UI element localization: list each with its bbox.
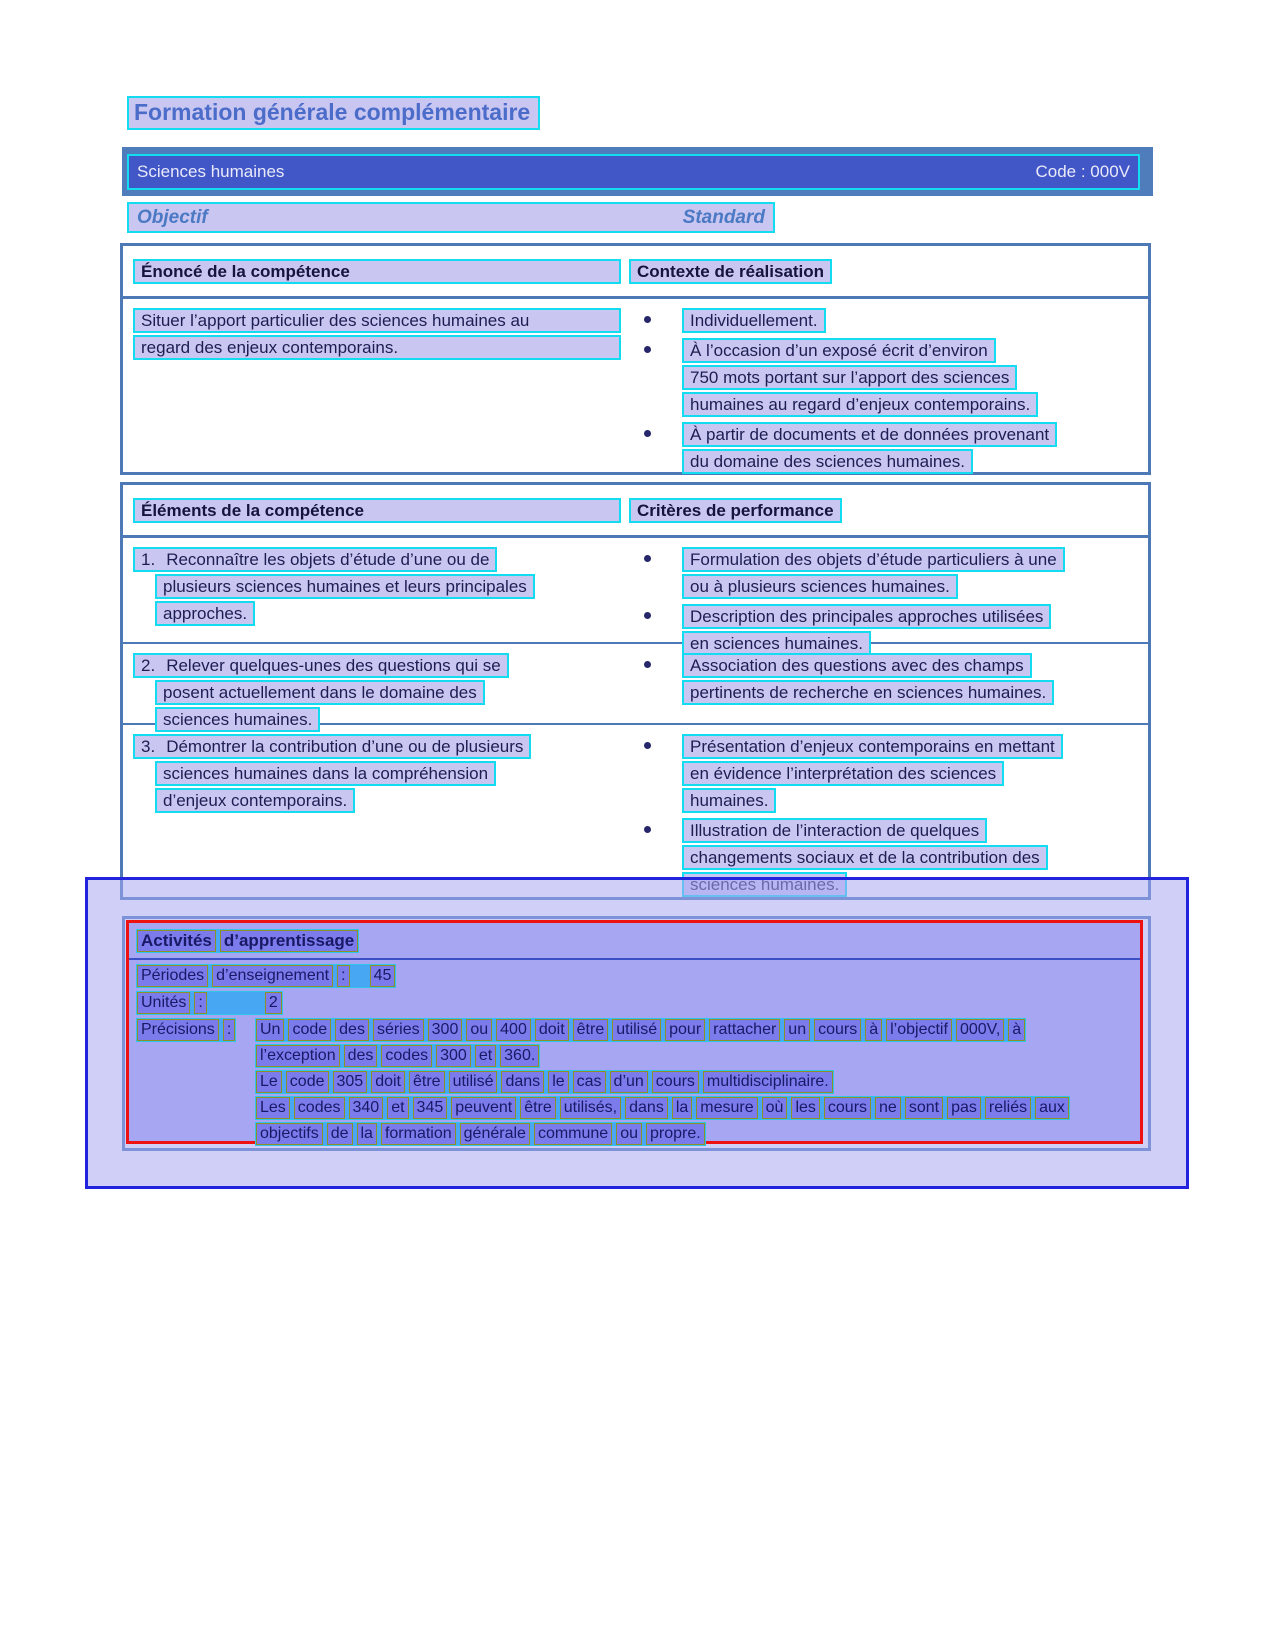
ocr-word-box[interactable]: 000V,	[956, 1019, 1004, 1041]
ocr-word-box[interactable]: d’enseignement	[212, 965, 333, 987]
ocr-line-box[interactable]: en sciences humaines.	[682, 631, 871, 656]
ocr-word-box[interactable]: ou	[466, 1019, 492, 1041]
ocr-line-box[interactable]: 3. Démontrer la contribution d’une ou de plusieurs	[133, 734, 531, 759]
elements-row-2	[123, 642, 1148, 729]
ocr-line-box[interactable]: Situer l’apport particulier des sciences humaines au	[133, 308, 621, 333]
ocr-word-box[interactable]: code	[286, 1071, 329, 1093]
list-item	[629, 604, 1138, 658]
realisation-context-cell	[629, 308, 1138, 479]
ocr-word-box[interactable]: cours	[824, 1097, 871, 1119]
ocr-word-box[interactable]: à	[865, 1019, 882, 1041]
ocr-line-box[interactable]: Contexte de réalisation	[629, 259, 832, 284]
ocr-word-box[interactable]: code	[288, 1019, 331, 1041]
ocr-word-box[interactable]: 300	[428, 1019, 463, 1041]
ocr-word-line[interactable]	[255, 1096, 1070, 1120]
element-cell	[133, 653, 621, 734]
ocr-line-box[interactable]: 2. Relever quelques-unes des questions qui se	[133, 653, 509, 678]
ocr-line-box[interactable]: Présentation d’enjeux contemporains en mettant	[682, 734, 1063, 759]
precisions-text	[255, 1018, 1140, 1148]
ocr-line-box[interactable]: ou à plusieurs sciences humaines.	[682, 574, 958, 599]
bullet-icon	[644, 826, 651, 833]
activities-title-line[interactable]	[136, 929, 359, 953]
ocr-line-box[interactable]: d’enjeux contemporains.	[155, 788, 355, 813]
ocr-word-box[interactable]: être	[409, 1071, 445, 1093]
row-divider	[129, 958, 1140, 960]
objectif-label: Objectif	[137, 206, 208, 228]
elements-row-1	[123, 538, 1148, 653]
ocr-line-box[interactable]: Individuellement.	[682, 308, 826, 333]
ocr-line-box[interactable]: 1. Reconnaître les objets d’étude d’une ou de	[133, 547, 497, 572]
ocr-word-box[interactable]: :	[223, 1019, 235, 1041]
ocr-line-box[interactable]: humaines au regard d’enjeux contemporains.	[682, 392, 1038, 417]
element-cell	[133, 734, 621, 815]
ocr-word-box[interactable]: aux	[1035, 1097, 1069, 1119]
ocr-word-box[interactable]: séries	[373, 1019, 424, 1041]
ocr-word-box[interactable]: 360.	[500, 1045, 539, 1067]
ocr-word-box[interactable]: 305	[333, 1071, 368, 1093]
banner-annotation-box[interactable]	[127, 154, 1140, 190]
ocr-word-box[interactable]: ou	[616, 1123, 642, 1145]
table-region-annotation-box[interactable]	[126, 920, 1143, 1144]
elements-table	[120, 482, 1151, 900]
ocr-word-line[interactable]	[136, 964, 396, 988]
ocr-word-box[interactable]: Périodes	[137, 965, 208, 987]
ocr-word-box[interactable]: des	[335, 1019, 369, 1041]
ocr-word-box[interactable]: objectifs	[256, 1123, 323, 1145]
ocr-word-box[interactable]: utilisé	[449, 1071, 498, 1093]
ocr-line-box[interactable]: sciences humaines dans la compréhension	[155, 761, 496, 786]
ocr-word-line[interactable]	[136, 991, 283, 1015]
ocr-word-box[interactable]: commune	[534, 1123, 612, 1145]
ocr-word-box[interactable]: cours	[652, 1071, 699, 1093]
unites-row	[136, 991, 1140, 1015]
ocr-word-box[interactable]: des	[344, 1045, 378, 1067]
subject-banner	[122, 147, 1153, 196]
ocr-line-box[interactable]: Éléments de la compétence	[133, 498, 621, 523]
ocr-word-box[interactable]: codes	[381, 1045, 432, 1067]
ocr-word-box[interactable]: et	[387, 1097, 408, 1119]
ocr-word-box[interactable]: 340	[349, 1097, 384, 1119]
ocr-word-box[interactable]: Unités	[137, 992, 190, 1014]
ocr-word-box[interactable]: d’apprentissage	[220, 930, 358, 952]
bullet-icon	[644, 612, 651, 619]
ocr-word-box[interactable]: être	[520, 1097, 556, 1119]
ocr-line-box[interactable]: Description des principales approches utilisées	[682, 604, 1051, 629]
list-item	[629, 734, 1138, 815]
ocr-word-box[interactable]: utilisés,	[560, 1097, 621, 1119]
periodes-label	[137, 965, 333, 987]
ocr-line-box[interactable]: humaines.	[682, 788, 776, 813]
standard-label: Standard	[682, 206, 765, 228]
criteria-cell	[629, 653, 1138, 710]
ocr-word-box[interactable]: 345	[413, 1097, 448, 1119]
ocr-word-box[interactable]: doit	[535, 1019, 569, 1041]
ocr-word-box[interactable]: :	[337, 965, 349, 987]
ocr-line-box[interactable]: posent actuellement dans le domaine des	[155, 680, 485, 705]
ocr-word-box[interactable]: générale	[460, 1123, 530, 1145]
ocr-word-box[interactable]: formation	[381, 1123, 456, 1145]
ocr-word-box[interactable]: où	[762, 1097, 788, 1119]
page-title-annotation-box[interactable]	[127, 96, 540, 130]
banner-subject: Sciences humaines	[137, 162, 285, 181]
item-number: 3.	[141, 737, 156, 756]
periodes-row	[136, 964, 1140, 988]
ocr-word-box[interactable]: doit	[371, 1071, 405, 1093]
item-number: 2.	[141, 656, 156, 675]
ocr-word-box[interactable]: 300	[436, 1045, 471, 1067]
ocr-word-box[interactable]: dans	[501, 1071, 544, 1093]
spacing-box	[211, 992, 261, 1014]
ocr-word-box[interactable]: dans	[625, 1097, 668, 1119]
ocr-word-box[interactable]: les	[791, 1097, 819, 1119]
ocr-word-box[interactable]: :	[194, 992, 206, 1014]
list-item	[629, 653, 1138, 707]
ocr-word-box[interactable]: le	[548, 1071, 568, 1093]
elements-row-3	[123, 723, 1148, 902]
ocr-line-box[interactable]: du domaine des sciences humaines.	[682, 449, 973, 474]
ocr-word-box[interactable]: 400	[496, 1019, 531, 1041]
ocr-word-box[interactable]: la	[357, 1123, 377, 1145]
ocr-word-box[interactable]: cours	[814, 1019, 861, 1041]
ocr-word-box[interactable]: cas	[573, 1071, 606, 1093]
ocr-word-box[interactable]: être	[573, 1019, 609, 1041]
ocr-line-box[interactable]: À partir de documents et de données provenant	[682, 422, 1057, 447]
item-number: 1.	[141, 550, 156, 569]
bullet-icon	[644, 742, 651, 749]
ocr-word-box[interactable]: mesure	[696, 1097, 757, 1119]
ocr-line-box[interactable]: regard des enjeux contemporains.	[133, 335, 621, 360]
competence-statement-cell	[133, 308, 621, 362]
page-title: Formation générale complémentaire	[134, 99, 531, 125]
ocr-word-box[interactable]: Le	[256, 1071, 282, 1093]
ocr-word-box[interactable]: et	[475, 1045, 496, 1067]
ocr-line-box[interactable]: en évidence l’interprétation des sciences	[682, 761, 1004, 786]
ocr-line-box[interactable]: Association des questions avec des champs	[682, 653, 1032, 678]
ocr-word-line[interactable]	[255, 1122, 706, 1146]
spacing-box	[354, 965, 366, 987]
ocr-line-box[interactable]: pertinents de recherche en sciences humaines.	[682, 680, 1054, 705]
list-item	[629, 308, 1138, 335]
list-item	[629, 547, 1138, 601]
competence-table-header	[123, 246, 1148, 299]
list-item	[629, 422, 1138, 476]
ocr-word-box[interactable]: reliés	[985, 1097, 1031, 1119]
ocr-line-box[interactable]: approches.	[155, 601, 255, 626]
ocr-word-box[interactable]: ne	[875, 1097, 901, 1119]
ocr-word-box[interactable]: pas	[947, 1097, 981, 1119]
ocr-line-box[interactable]: changements sociaux et de la contribution des	[682, 845, 1048, 870]
bullet-icon	[644, 316, 651, 323]
ocr-word-box[interactable]: Les	[256, 1097, 290, 1119]
precisions-row	[136, 1018, 1140, 1148]
ocr-word-box[interactable]: d’un	[610, 1071, 648, 1093]
banner-code: Code : 000V	[1035, 162, 1130, 181]
ocr-word-box[interactable]: Activités	[137, 930, 216, 952]
ocr-word-line[interactable]	[255, 1044, 540, 1068]
ocr-line-box[interactable]: plusieurs sciences humaines et leurs principales	[155, 574, 535, 599]
ocr-word-box[interactable]: l’exception	[256, 1045, 340, 1067]
ocr-line-box[interactable]: À l’occasion d’un exposé écrit d’environ	[682, 338, 996, 363]
ocr-line-box[interactable]: Formulation des objets d’étude particuliers à une	[682, 547, 1065, 572]
ocr-word-box[interactable]: multidisciplinaire.	[703, 1071, 833, 1093]
bullet-icon	[644, 430, 651, 437]
ocr-word-box[interactable]: la	[672, 1097, 692, 1119]
ocr-word-box[interactable]: à	[1008, 1019, 1025, 1041]
ocr-word-box[interactable]: un	[784, 1019, 810, 1041]
ocr-word-line[interactable]	[255, 1070, 834, 1094]
ocr-line-box[interactable]: Illustration de l’interaction de quelques	[682, 818, 987, 843]
ocr-word-box[interactable]: utilisé	[612, 1019, 661, 1041]
ocr-line-box[interactable]: 750 mots portant sur l’apport des sciences	[682, 365, 1017, 390]
ocr-word-box[interactable]: Précisions	[137, 1019, 219, 1041]
ocr-word-box[interactable]: l’objectif	[886, 1019, 952, 1041]
bullet-icon	[644, 346, 651, 353]
bullet-icon	[644, 555, 651, 562]
ocr-word-box[interactable]: 45	[370, 965, 396, 987]
criteria-cell	[629, 547, 1138, 661]
list-item	[629, 338, 1138, 419]
ocr-word-box[interactable]: propre.	[646, 1123, 705, 1145]
ocr-word-box[interactable]: Un	[256, 1019, 284, 1041]
competence-table	[120, 243, 1151, 475]
ocr-word-box[interactable]: pour	[665, 1019, 705, 1041]
ocr-word-line[interactable]	[255, 1018, 1026, 1042]
objectif-standard-annotation-box[interactable]	[127, 202, 775, 233]
elements-table-header	[123, 485, 1148, 538]
ocr-word-box[interactable]: rattacher	[709, 1019, 780, 1041]
ocr-word-box[interactable]: de	[327, 1123, 353, 1145]
ocr-word-line[interactable]	[136, 1018, 236, 1042]
ocr-line-box[interactable]: Énoncé de la compétence	[133, 259, 621, 284]
bullet-icon	[644, 661, 651, 668]
ocr-word-box[interactable]: sont	[905, 1097, 943, 1119]
ocr-line-box[interactable]: sciences humaines.	[155, 707, 320, 732]
ocr-word-box[interactable]: codes	[294, 1097, 345, 1119]
competence-table-body	[123, 299, 1148, 479]
ocr-word-box[interactable]: peuvent	[451, 1097, 516, 1119]
ocr-word-box[interactable]: 2	[265, 992, 282, 1014]
ocr-line-box[interactable]: Critères de performance	[629, 498, 842, 523]
element-cell	[133, 547, 621, 628]
